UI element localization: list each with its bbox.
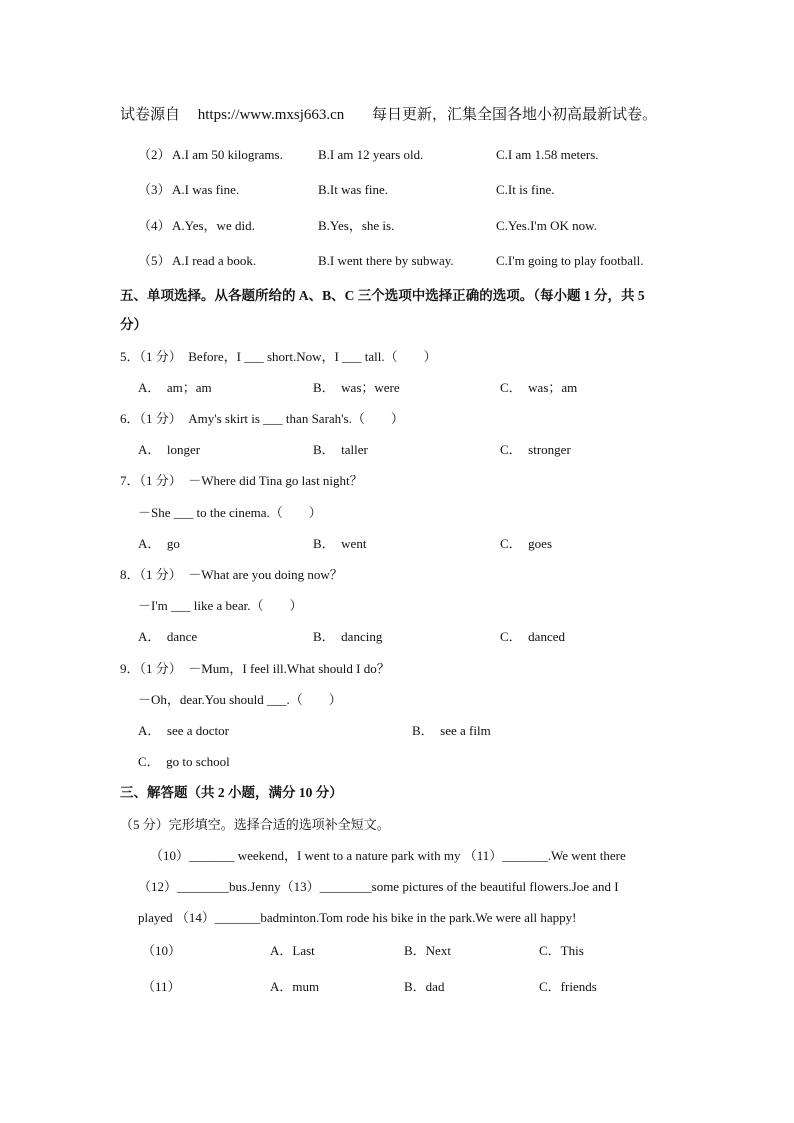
option-a: A． see a doctor: [138, 723, 229, 738]
item-number: （3）: [138, 182, 171, 197]
option-c: C.It is fine.: [496, 182, 555, 197]
header-url[interactable]: https://www.mxsj663.cn: [197, 107, 345, 123]
option-c: C． danced: [500, 629, 565, 644]
question-stem: 8．（1 分） －What are you doing now？: [120, 567, 343, 582]
item-number: （5）: [138, 253, 171, 268]
question-stem: 6．（1 分） Amy's skirt is ___ than Sarah's.（ ）: [120, 411, 404, 426]
option-c: C． go to school: [138, 754, 230, 769]
section-title: 五、单项选择。从各题所给的 A、B、C 三个选项中选择正确的选项。（每小题 1 分，共 5: [120, 288, 645, 303]
section-instruction: （5 分）完形填空。选择合适的选项补全短文。: [120, 817, 390, 832]
item-number: （4）: [138, 218, 171, 233]
option-b: B．Next: [404, 943, 451, 958]
option-c: C． goes: [500, 536, 553, 551]
option-b: B． was；were: [313, 380, 400, 395]
option-a: A． am；am: [138, 380, 212, 395]
option-b: B． see a film: [412, 723, 491, 738]
option-c: C． was；am: [500, 380, 578, 395]
option-b: B． taller: [313, 442, 368, 457]
section-title-cont: 分）: [120, 317, 147, 332]
question-stem-line2: －I'm ___ like a bear.（ ）: [138, 598, 303, 613]
question-stem-line2: －She ___ to the cinema.（ ）: [138, 505, 322, 520]
option-a: A． dance: [138, 629, 198, 644]
option-a: A． longer: [138, 442, 201, 457]
item-number: （10）: [142, 943, 182, 958]
header-slogan: 每日更新，汇集全国各地小初高最新试卷。: [372, 107, 658, 123]
question-stem: 5．（1 分） Before，I ___ short.Now，I ___ tall.（ ）: [120, 349, 437, 364]
option-a: A．mum: [270, 979, 320, 994]
option-b: B.Yes，she is.: [318, 218, 395, 233]
option-c: C．This: [539, 943, 584, 958]
option-a: A.Yes，we did.: [172, 218, 255, 233]
passage-line: （10）_______ weekend，I went to a nature park with my （11）_______.We went there: [150, 848, 626, 863]
option-a: A.I am 50 kilograms.: [172, 147, 283, 162]
option-a: A． go: [138, 536, 180, 551]
section-title: 三、解答题（共 2 小题，满分 10 分）: [120, 785, 343, 800]
option-c: C．friends: [539, 979, 597, 994]
option-c: C.I am 1.58 meters.: [496, 147, 599, 162]
option-b: B.I went there by subway.: [318, 253, 454, 268]
option-b: B.It was fine.: [318, 182, 389, 197]
option-b: B.I am 12 years old.: [318, 147, 424, 162]
item-number: （11）: [142, 979, 181, 994]
question-stem-line2: －Oh，dear.You should ___.（ ）: [138, 692, 342, 707]
item-number: （2）: [138, 147, 171, 162]
page-header: [120, 106, 657, 124]
option-b: B．dad: [404, 979, 445, 994]
option-b: B． dancing: [313, 629, 383, 644]
passage-line: （12）________bus.Jenny（13）________some pictures of the beautiful flowers.Joe and I: [138, 879, 619, 894]
question-stem: 9．（1 分） －Mum，I feel ill.What should I do？: [120, 661, 390, 676]
header-source: 试卷源自: [120, 107, 181, 123]
option-a: A.I read a book.: [172, 253, 257, 268]
passage-line: played （14）_______badminton.Tom rode his bike in the park.We were all happy!: [138, 910, 577, 925]
option-a: A.I was fine.: [172, 182, 240, 197]
option-c: C.I'm going to play football.: [496, 253, 644, 268]
option-c: C． stronger: [500, 442, 571, 457]
option-c: C.Yes.I'm OK now.: [496, 218, 597, 233]
option-b: B． went: [313, 536, 367, 551]
question-stem: 7．（1 分） －Where did Tina go last night？: [120, 473, 363, 488]
option-a: A．Last: [270, 943, 315, 958]
